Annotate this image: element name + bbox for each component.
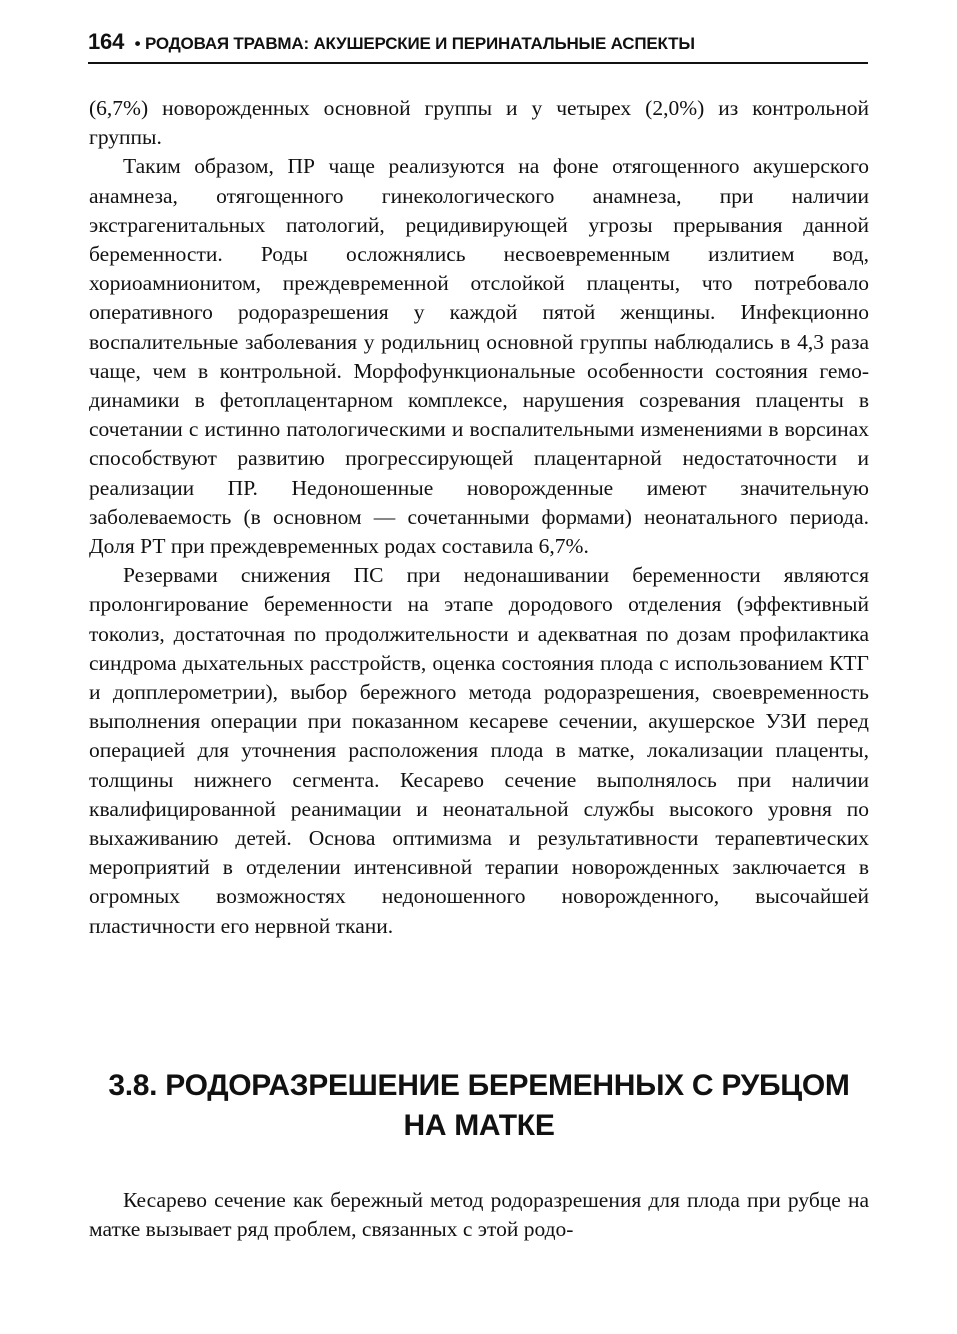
section-heading-line-1: 3.8. РОДОРАЗРЕШЕНИЕ БЕРЕМЕННЫХ С РУБЦОМ [108,1069,850,1102]
section-paragraph-1: Кесарево сечение как бережный метод родоразрешения для плода при рубце на матке вызывает ряд проблем, связанных с этой родо- [89,1188,869,1242]
section-heading-line-2: НА МАТКЕ [403,1109,555,1142]
header-rule [88,62,868,64]
paragraph-1: (6,7%) новорожденных основной группы и у четырех (2,0%) из контрольной группы. [89,96,869,150]
section-heading [89,1066,869,1146]
section-body [89,1186,869,1244]
page-number: 164 [88,29,125,54]
header-separator: • [134,34,141,53]
running-header [88,28,868,64]
paragraph-2: Таким образом, ПР чаще реализуются на фоне отягощенного акушерского анамнеза, отягощенного гинекологического анамнеза, при наличии экстрагенитальных патологий, рецидивирующей угрозы прерывания данной беременности. Роды осложнялись несвоевременным излитием вод, хориоамнионитом, преждевременной отслойкой плаценты, что потребовало оперативного родоразрешения у каждой пятой женщины. Инфекционно воспалительные заболевания у родильниц основной группы наблюдались в 4,3 раза чаще, чем в контрольной. Морфофункциональные особенности состояния гемодинамики в фетоплацентарном комплексе, нарушения созревания плаценты в сочетании с истинно патологическими и воспалительными изменениями в ворсинах способствуют развитию прогрессирующей плацентарной недостаточности и реализации ПР. Недоношенные новорожденные имеют значительную заболеваемость (в основном — сочетанными формами) неонатального периода. Доля РТ при преждевременных родах составила 6,7%. [89,154,869,559]
header-line [88,28,868,58]
paragraph-3: Резервами снижения ПС при недонашивании беременности являются пролонгирование беременности на этапе дородового отделения (эффективный токолиз, достаточная по продолжительности и адекватная по дозам профилактика синдрома дыхательных расстройств, оценка состояния плода с использованием КТГ и допплерометрии), выбор бережного метода родоразрешения, своевременность выполнения операции при показанном кесареве сечении, акушерское УЗИ перед операцией для уточнения расположения плода в матке, локализации плаценты, толщины нижнего сегмента. Кесарево сечение выполнялось при наличии квалифицированной реанимации и неонатальной службы высокого уровня по выхаживанию детей. Основа оптимизма и результативности терапевтических мероприятий в отделении интенсивной терапии новорожденных заключается в огромных возможностях недоношенного новорожденного, высочайшей пластичности его нервной ткани. [89,563,869,938]
body-text [89,94,869,941]
running-title: РОДОВАЯ ТРАВМА: АКУШЕРСКИЕ И ПЕРИНАТАЛЬНЫЕ АСПЕКТЫ [144,34,695,53]
